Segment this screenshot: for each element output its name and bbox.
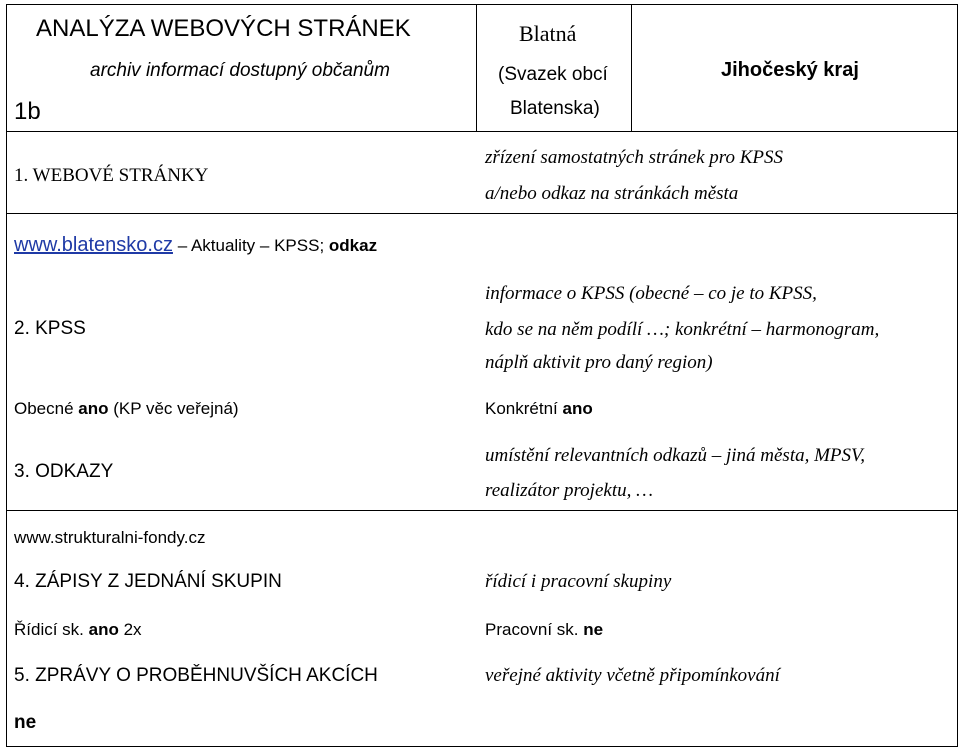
town-name: Blatná: [519, 21, 577, 46]
header-divider: [631, 4, 632, 132]
section5-title: 5. ZPRÁVY O PROBĚHNUVŠÍCH AKCÍCH: [14, 665, 378, 686]
svazek-line1: (Svazek obcí: [498, 64, 608, 85]
section2-general: [14, 397, 239, 421]
section1-criterion-line2: a/nebo odkaz na stránkách města: [485, 183, 739, 204]
section3-criterion-line1: umístění relevantních odkazů – jiná města, MPSV,: [485, 445, 865, 466]
page-subtitle: archiv informací dostupný občanům: [90, 60, 390, 81]
specific-value: ano: [562, 399, 593, 418]
section1-criterion-line1: zřízení samostatných stránek pro KPSS: [485, 147, 784, 168]
section5-result: ne: [14, 712, 37, 733]
section3-criterion-line2: realizátor projektu, …: [485, 480, 654, 501]
general-note: (KP věc veřejná): [108, 399, 239, 418]
section2-title: 2. KPSS: [14, 318, 86, 339]
row-divider: [6, 213, 958, 214]
section2-specific: [485, 397, 593, 421]
steering-label: Řídicí sk.: [14, 620, 89, 639]
steering-count: 2x: [118, 620, 142, 639]
blatensko-link[interactable]: www.blatensko.cz: [14, 234, 173, 256]
row-divider: [6, 510, 958, 511]
section1-result: odkaz: [328, 236, 378, 255]
header-divider: [476, 4, 477, 132]
specific-label: Konkrétní: [485, 399, 563, 418]
row-divider: [6, 131, 958, 132]
general-value: ano: [78, 399, 109, 418]
working-label: Pracovní sk.: [485, 620, 584, 639]
table-border-bottom: [6, 746, 958, 747]
table-border-right: [957, 4, 958, 747]
steering-value: ano: [88, 620, 119, 639]
working-value: ne: [583, 620, 604, 639]
svazek-line2: Blatenska): [510, 98, 600, 119]
document-code: 1b: [14, 98, 41, 125]
table-border-top: [6, 4, 958, 5]
section1-result-line: [14, 233, 377, 258]
table-border-left: [6, 4, 7, 747]
path-text: Aktuality – KPSS;: [190, 236, 329, 255]
section4-working: [485, 618, 603, 642]
strukturalni-fondy-link[interactable]: www.strukturalni-fondy.cz: [14, 528, 206, 547]
section4-criterion: řídicí i pracovní skupiny: [485, 571, 672, 592]
section4-title: 4. ZÁPISY Z JEDNÁNÍ SKUPIN: [14, 571, 282, 592]
region-name: Jihočeský kraj: [721, 59, 859, 81]
section2-criterion-line3: náplň aktivit pro daný region): [485, 352, 713, 373]
section2-criterion-line1: informace o KPSS (obecné – co je to KPSS,: [485, 283, 817, 304]
general-label: Obecné: [14, 399, 79, 418]
section2-criterion-line2: kdo se na něm podílí …; konkrétní – harmonogram,: [485, 319, 880, 340]
section3-title: 3. ODKAZY: [14, 461, 114, 482]
path-dash: –: [172, 236, 191, 255]
section5-criterion: veřejné aktivity včetně připomínkování: [485, 665, 780, 686]
section4-steering: [14, 618, 142, 642]
section1-title: 1. WEBOVÉ STRÁNKY: [14, 165, 209, 186]
page-title: ANALÝZA WEBOVÝCH STRÁNEK: [36, 15, 411, 42]
